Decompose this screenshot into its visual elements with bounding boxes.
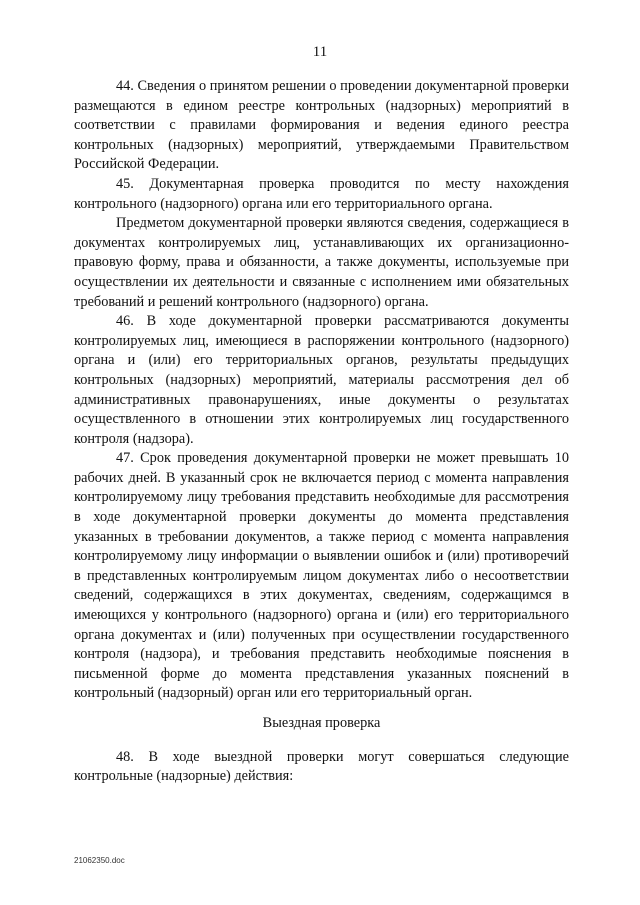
document-body (74, 77, 569, 787)
paragraph-48: 48. В ходе выездной проверки могут совершаться следующие контрольные (надзорные) действия: (74, 748, 569, 785)
footer-filename: 21062350.doc (74, 856, 125, 865)
section-heading: Выездная проверка (262, 715, 381, 731)
paragraph-46: 46. В ходе документарной проверки рассматриваются документы контролируемых лиц, имеющиеся в распоряжении контрольного (надзорного) органа и (или) его территориальных органов, результаты предыдущих контрольных (надзорных) мероприятий, материалы рассмотрения дел об административных правонарушениях, иные документы о результатах осуществленного в отношении этих контролируемых лиц государственного контроля (надзора). (74, 313, 569, 447)
paragraph-45: 45. Документарная проверка проводится по месту нахождения контрольного (надзорного) органа или его территориального органа. (74, 175, 569, 212)
paragraph-45-subject: Предметом документарной проверки являются сведения, содержащиеся в документах контролируемых лиц, устанавливающих их организационно-правовую форму, права и обязанности, а также документы, используемые при осуществлении их деятельности и связанные с исполнением ими обязательных требований и решений контрольного (надзорного) органа. (74, 215, 569, 310)
page-number: 11 (312, 44, 328, 60)
paragraph-47: 47. Срок проведения документарной проверки не может превышать 10 рабочих дней. В указанный срок не включается период с момента направления контролируемому лицу требования представить необходимые для рассмотрения в ходе документарной проверки документы до момента представления указанных в требовании документов, а также период с момента направления контролируемому лицу информации о выявлении ошибок и (или) противоречий в представленных контролируемым лицом документах либо о несоответствии сведений, содержащихся в этих документах, сведениям, содержащимся в имеющихся у контрольного (надзорного) органа и (или) его территориального органа документах и (или) полученных при осуществлении государственного контроля (надзора), и требования представить необходимые пояснения в письменной форме до момента представления указанных пояснений в контрольный (надзорный) орган или его территориальный орган. (74, 450, 569, 702)
paragraph-44: 44. Сведения о принятом решении о проведении документарной проверки размещаются в едином реестре контрольных (надзорных) мероприятий в соответствии с правилами формирования и ведения единого реестра контрольных (надзорных) мероприятий, утверждаемыми Правительством Российской Федерации. (74, 78, 569, 173)
